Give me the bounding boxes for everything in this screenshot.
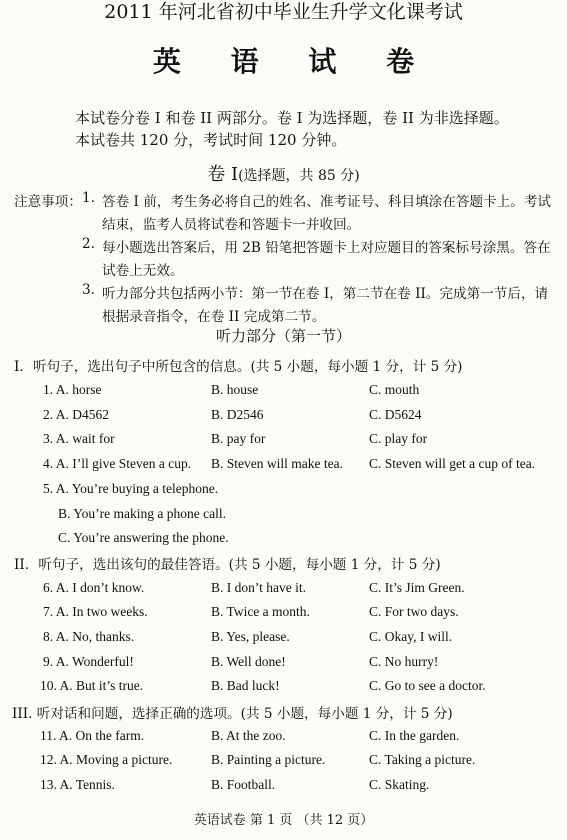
option-b: B. Well done! [211,654,286,669]
option-a: 9. A. Wonderful! [43,654,134,669]
option-c: C. D5624 [369,407,422,422]
option-b: B. Twice a month. [211,604,310,619]
note-text: 结束，监考人员将试卷和答题卡一并收回。 [102,217,361,233]
option-a: 3. A. wait for [43,431,115,446]
option-a: 12. A. Moving a picture. [40,752,173,767]
option-b: B. At the zoo. [211,728,286,743]
option-b: B. Football. [211,777,276,792]
option-a: 1. A. horse [43,382,102,397]
option-c: C. For two days. [369,604,459,619]
note-text: 答卷 I 前，考生务必将自己的姓名、准考证号、科目填涂在答题卡上。考试 [102,194,552,210]
option-b: B. pay for [211,431,266,446]
note-text: 根据录音指令，在卷 II 完成第二节。 [102,309,326,325]
option-a: 11. A. On the farm. [40,728,145,743]
intro-line: 本试卷共 120 分，考试时间 120 分钟。 [75,131,347,149]
subject-title: 英 语 试 卷 [152,45,435,78]
note-number: 1. [82,190,95,206]
option-a: 7. A. In two weeks. [43,604,148,619]
option-a: 10. A. But it’s true. [40,678,144,693]
option-c: C. No hurry! [369,654,439,669]
option-c: C. Skating. [369,777,430,792]
notes-label: 注意事项： [14,194,82,210]
listening-part-title: 听力部分（第一节） [215,327,351,345]
option-b: B. Steven will make tea. [211,456,343,471]
option-c: C. mouth [369,382,420,397]
option-a: 2. A. D4562 [43,407,110,422]
note-number: 3. [82,282,95,298]
note-text: 每小题选出答案后，用 2B 铅笔把答题卡上对应题目的答案标号涂黑。答在 [102,240,551,256]
option-b: B. Painting a picture. [211,752,326,767]
section-heading: III. 听对话和问题，选择正确的选项。(共 5 小题，每小题 1 分，计 5 分) [12,706,453,722]
section-heading: II．听句子，选出该句的最佳答语。(共 5 小题，每小题 1 分，计 5 分) [14,557,441,573]
option-c: C. Okay, I will. [369,629,453,644]
option-b: B. Bad luck! [211,678,280,693]
option-c: C. You’re answering the phone. [58,530,229,545]
option-a: 8. A. No, thanks. [43,629,135,644]
intro-line: 本试卷分卷 I 和卷 II 两部分。卷 I 为选择题，卷 II 为非选择题。 [75,109,509,127]
option-c: C. Steven will get a cup of tea. [369,456,536,471]
option-c: C. Go to see a doctor. [369,678,486,693]
volume-label: 卷 I [207,164,239,185]
note-text: 听力部分共包括两小节：第一节在卷 I，第二节在卷 II。完成第一节后，请 [102,286,549,302]
note-text: 试卷上无效。 [102,263,184,279]
option-c: C. It’s Jim Green. [369,580,465,595]
section-heading: I．听句子，选出句子中所包含的信息。(共 5 小题，每小题 1 分，计 5 分) [14,359,463,375]
volume-heading [0,160,567,186]
option-a: 4. A. I’ll give Steven a cup. [43,456,192,471]
volume-sub: (选择题，共 85 分) [238,168,360,184]
option-a: 6. A. I don’t know. [43,580,145,595]
option-b: B. D2546 [211,407,264,422]
option-b: B. You’re making a phone call. [58,506,226,521]
option-b: B. Yes, please. [211,629,290,644]
note-number: 2. [82,236,95,252]
option-c: C. In the garden. [369,728,460,743]
option-c: C. Taking a picture. [369,752,476,767]
option-c: C. play for [369,431,428,446]
option-a: 5. A. You’re buying a telephone. [43,481,219,496]
exam-title: 2011 年河北省初中毕业生升学文化课考试 [104,1,463,23]
option-b: B. I don’t have it. [211,580,306,595]
option-b: B. house [211,382,259,397]
option-a: 13. A. Tennis. [40,777,115,792]
page-footer: 英语试卷 第 1 页 （共 12 页） [193,813,374,828]
